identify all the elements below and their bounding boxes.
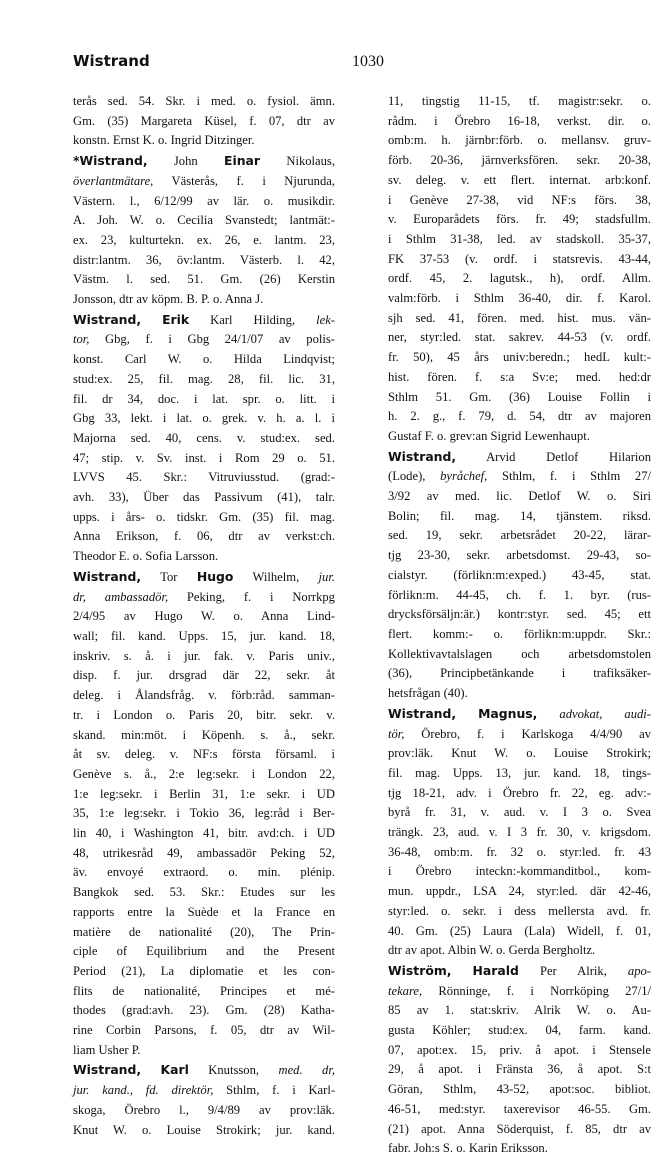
text-line: 2/4/95 av Hugo W. o. Anna Lind- (73, 609, 335, 624)
text-line: förb. 20-36, järnverksfören. sekr. 20-38, (388, 153, 651, 168)
text-line: Västm. l. sed. 51. Gm. (26) Kerstin (73, 272, 335, 287)
text-line: Bangkok sed. 53. Skr.: Etudes sur les (73, 885, 335, 900)
text-line: hetsfrågan (40). (388, 686, 468, 701)
text-line: Bolin; fil. mag. 14, tjänstem. riksd. (388, 508, 651, 523)
text-line: ex. 23, kulturtekn. ex. 26, e. lantm. 23, (73, 232, 335, 247)
text-line: fr. 50), 45 års univ:beredn.; hedL kult:- (388, 350, 651, 365)
text-line: i Örebro inteckn:-kommanditbol., kom- (388, 864, 651, 879)
text-line: Sthlm 51. Gm. (36) Louise Follin i (388, 389, 651, 404)
text-line: wall; fil. kand. Upps. 15, jur. kand. 18, (73, 628, 335, 643)
text-line: styr:led. o. sekr. i dess mellersta avd. fr. (388, 903, 651, 918)
text-line: konst. Carl W. o. Hilda Lindqvist; (73, 352, 335, 367)
text-line: flert. komm:- o. förlikn:m:uppdr. Skr.: (388, 626, 651, 641)
text-line: tor, Gbg, f. i Gbg 24/1/07 av polis- (73, 332, 335, 347)
text-line: disp. f. jur. drsgrad där 22, sekr. åt (73, 668, 335, 683)
text-line: Wistrand, Magnus, advokat, audi- (388, 705, 651, 721)
text-line: h. 2. g., f. 79, d. 54, dtr av majoren (388, 409, 651, 424)
text-line: fil. mag. Upps. 13, jur. kand. 18, tings- (388, 765, 651, 780)
text-line: cialstyr. (förlikn:m:exped.) 43-45, stat. (388, 567, 651, 582)
text-line: Majorna sed. 40, cens. v. stud:ex. sed. (73, 430, 335, 445)
page-number: 1030 (352, 53, 384, 70)
text-line: tjg 18-21, adv. i Örebro fr. 22, eg. adv:- (388, 785, 651, 800)
text-line: 07, apot:ex. 15, priv. å apot. i Stensele (388, 1042, 651, 1057)
text-line: jur. kand., fd. direktör, Sthlm, f. i Karl- (73, 1083, 336, 1098)
text-line: lin 40, i Washington 41, bitr. avd:ch. i UD (73, 826, 335, 841)
text-line: Gm. (35) Margareta Küsel, f. 07, dtr av (73, 113, 335, 128)
text-line: åt sv. deleg. v. NF:s första församl. i (73, 747, 335, 762)
text-line: terås sed. 54. Skr. i med. o. fysiol. ämn. (73, 94, 335, 108)
text-line: ciple of Equilibrium and the Present (73, 944, 335, 959)
text-line: 85 av 1. stat:skriv. Alrik W. o. Au- (388, 1003, 651, 1018)
text-line: avh. 33), Über das Passivum (41), talr. (73, 490, 335, 505)
text-line: Wistrand, Tor Hugo Wilhelm, jur. (73, 568, 335, 584)
text-line: FK 37-53 (v. ordf. i statsrevis. 43-44, (388, 251, 651, 266)
text-line: trängk. 23, aud. v. I 3 fr. 30, v. krigsdom. (388, 825, 651, 840)
text-line: äv. envoyé extraord. o. min. plénip. (73, 865, 335, 880)
text-line: 1:e leg:sekr. i Berlin 31, 1:e sekr. i UD (73, 786, 335, 801)
text-line: dtr av apot. Albin W. o. Gerda Bergholtz. (388, 943, 596, 958)
text-line: skoga, Örebro l., 9/4/89 av prov:läk. (73, 1102, 335, 1117)
text-line: Gbg 33, lekt. i lat. o. grek. v. h. a. l. i (73, 411, 335, 426)
text-line: Theodor E. o. Sofia Larsson. (73, 549, 219, 564)
text-line: ner, styr:led. stat. sakrev. 44-53 (v. ordf. (388, 330, 651, 345)
text-line: tekare, Rönninge, f. i Norrköping 27/1/ (388, 983, 651, 998)
text-line: sed. 19, sekr. arbetsrådet 20-22, lärar- (388, 528, 651, 543)
running-head-name: Wistrand (73, 52, 150, 70)
left-column (73, 92, 335, 1140)
text-line: fil. dr 34, doc. i lat. spr. o. litt. i (73, 391, 335, 406)
text-line: omb:m. h. järnbr:förb. o. mellansv. gruv- (388, 133, 651, 148)
text-line: fabr. Joh:s S. o. Karin Eriksson. (388, 1141, 548, 1156)
text-line: tr. i London o. Paris 20, bitr. sekr. v. (73, 707, 335, 722)
text-line: Kollektivavtalslagen och arbetsdomstolen (388, 646, 651, 661)
text-line: 3/92 av med. lic. Detlof W. o. Siri (388, 489, 651, 504)
text-line: Jonsson, dtr av köpm. B. P. o. Anna J. (73, 292, 264, 307)
text-line: Gustaf F. o. grev:an Sigrid Lewenhaupt. (388, 428, 590, 443)
text-line: hist. fören. f. s:a Sv:e; med. hed:dr (388, 369, 651, 384)
text-line: A. Joh. W. o. Cecilia Svanstedt; lantmät:- (73, 213, 335, 228)
text-line: (36), Principbetänkande i trafiksäker- (388, 666, 651, 681)
text-line: sjh sed. 41, fören. med. hist. mus. vän- (388, 310, 651, 325)
text-line: inskriv. s. å. i jur. fak. v. Paris univ., (73, 648, 335, 663)
text-line: i Genève 27-38, vid NF:s förs. 38, (388, 192, 651, 207)
text-line: mun. uppdr., LSA 24, styr:led. där 42-46, (388, 884, 651, 899)
text-line: upps. i års- o. tidskr. Gm. (35) fil. mag. (73, 509, 335, 524)
text-line: Knut W. o. Louise Strokirk; jur. kand. (73, 1122, 335, 1137)
text-line: överlantmätare, Västerås, f. i Njurunda, (73, 173, 335, 188)
text-line: 11, tingstig 11-15, tf. magistr:sekr. o. (388, 94, 651, 108)
text-line: deleg. i Ålandsfråg. v. förb:råd. samman- (73, 688, 335, 703)
text-line: i Sthlm 31-38, led. av stadskoll. 35-37, (388, 231, 651, 246)
text-line: Wiström, Harald Per Alrik, apo- (388, 962, 651, 978)
text-line: rapports entre la Suède et la France en (73, 904, 335, 919)
text-line: (Lode), byråchef, Sthlm, f. i Sthlm 27/ (388, 469, 652, 484)
text-line: *Wistrand, John Einar Nikolaus, (73, 153, 335, 169)
text-line: (21) apot. Anna Söderquist, f. 85, dtr av (388, 1121, 651, 1136)
text-line: liam Usher P. (73, 1042, 141, 1057)
text-line: v. Europarådets förs. fr. 49; stadsfullm. (388, 212, 651, 227)
text-line: thodes (grad:avh. 23). Gm. (28) Katha- (73, 1003, 335, 1018)
text-line: rådm. i Örebro 16-18, verkst. dir. o. (388, 113, 651, 128)
text-line: Wistrand, Karl Knutsson, med. dr, (73, 1062, 335, 1078)
text-line: Göran, Sthlm, 43-52, apot:soc. bibliot. (388, 1082, 651, 1097)
text-line: rine Corbin Parsons, f. 05, dtr av Wil- (73, 1023, 335, 1038)
text-line: LVVS 45. Skr.: Vitruviusstud. (grad:- (73, 470, 335, 485)
text-line: drycksförsälјn:är.) kontr:styr. sed. 45; ett (388, 607, 651, 622)
text-line: dr, ambassadör, Peking, f. i Norrkpg (73, 589, 335, 604)
text-line: 35, 1:e leg:sekr. i Tokio 36, leg:råd i Ber- (73, 806, 335, 821)
text-line: 47; stip. v. Sv. inst. i Rom 29 o. 51. (73, 450, 335, 465)
text-line: 29, å apot. i Fränsta 36, å apot. S:t (388, 1062, 651, 1077)
text-line: Västern. l., 6/12/99 av lär. o. musikdir. (73, 193, 335, 208)
right-column (388, 92, 651, 1159)
text-line: skand. min:möt. i Köpenh. s. å., sekr. (73, 727, 335, 742)
text-line: Anna Erikson, f. 06, dtr av verkst:ch. (73, 529, 335, 544)
text-line: Period (21), La diplomatie et les con- (73, 963, 335, 978)
text-line: Genève s. å., 2:e leg:sekr. i London 22, (73, 766, 335, 781)
text-line: byrå fr. 31, v. aud. v. I 3 o. Svea (388, 805, 651, 820)
text-line: 40. Gm. (25) Laura (Lala) Widell, f. 01, (388, 923, 651, 938)
text-line: Wistrand, Erik Karl Hilding, lek- (73, 311, 335, 327)
text-line: förlikn:m. 44-45, ch. f. 1. byr. (rus- (388, 587, 651, 602)
text-line: 48, utrikesråd 49, ambassadör Peking 52, (73, 845, 335, 860)
text-line: 36-48, omb:m. fr. 32 o. styr:led. fr. 43 (388, 844, 651, 859)
text-line: ordf. 45, 2. lagutsk., h), ordf. Allm. (388, 271, 651, 286)
text-line: tör, Örebro, f. i Karlskoga 4/4/90 av (388, 726, 651, 741)
text-line: flits de nationalité, Principes et mé- (73, 983, 335, 998)
text-line: prov:läk. Knut W. o. Louise Strokirk; (388, 746, 651, 761)
text-line: distr:lantm. 36, öv:lantm. Västerb. l. 42, (73, 252, 335, 267)
text-line: 46-51, med:styr. taxerevisor 46-55. Gm. (388, 1101, 651, 1116)
text-line: matière de nationalité (20), The Prin- (73, 924, 335, 939)
text-line: valm:förb. i Sthlm 36-40, dir. f. Karol. (388, 291, 651, 306)
text-line: stud:ex. 25, fil. mag. 28, fil. lic. 31, (73, 371, 335, 386)
text-line: tjg 23-30, sekr. arbetsdomst. 29-43, so- (388, 548, 651, 563)
text-line: konstn. Ernst K. o. Ingrid Ditzinger. (73, 133, 255, 148)
text-line: Wistrand, Arvid Detlof Hilarion (388, 448, 651, 464)
text-line: sv. deleg. v. ett flert. internat. arb:konf. (388, 172, 651, 187)
text-line: gusta Köhler; stud:ex. 04, farm. kand. (388, 1023, 651, 1038)
